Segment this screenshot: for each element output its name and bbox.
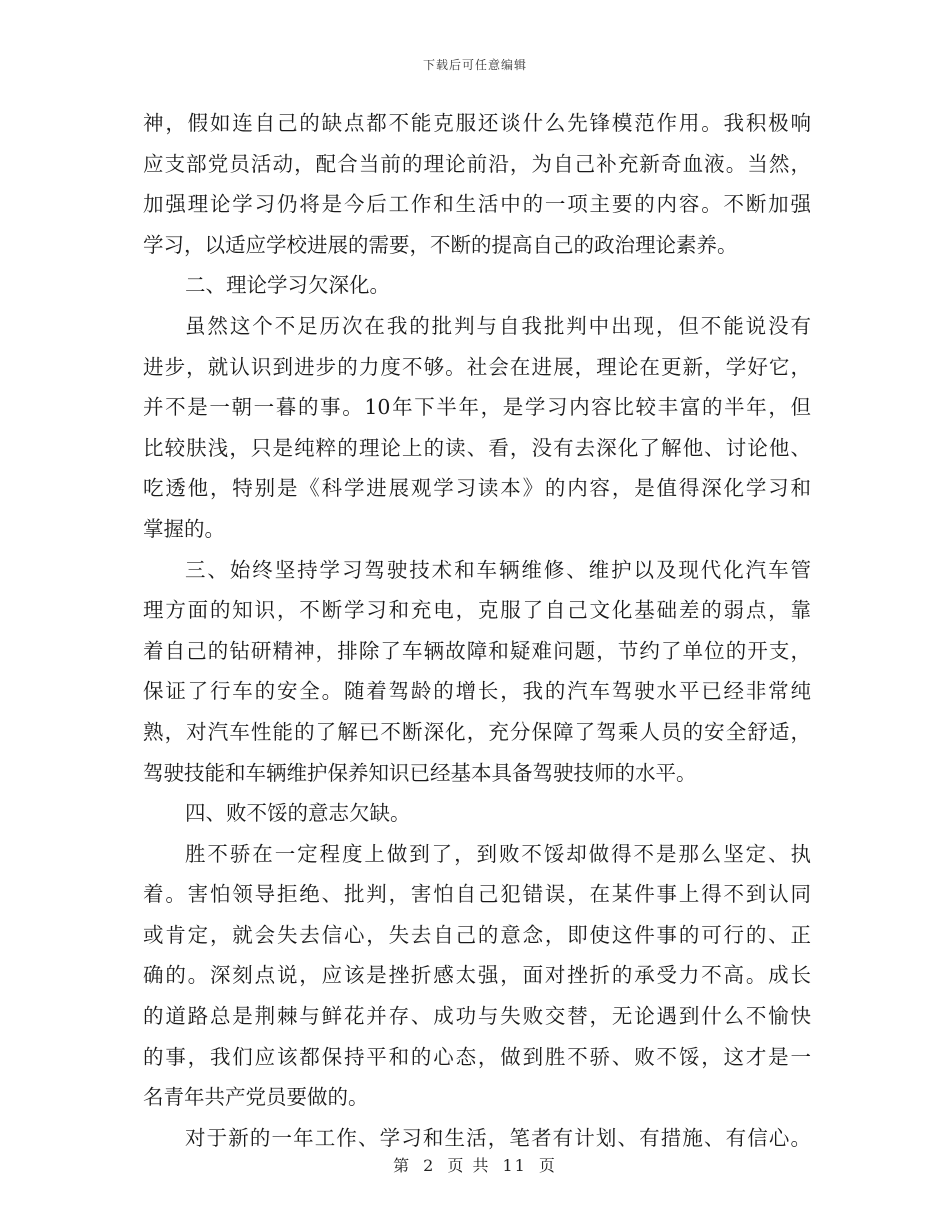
text-line: 着。害怕领导拒绝、批判，害怕自己犯错误，在某件事上得不到认同 bbox=[143, 882, 811, 907]
document-body bbox=[143, 103, 811, 1158]
text-line: 比较肤浅，只是纯粹的理论上的读、看，没有去深化了解他、讨论他、 bbox=[143, 435, 811, 460]
text-line: 的事，我们应该都保持平和的心态，做到胜不骄、败不馁，这才是一 bbox=[143, 1044, 811, 1069]
text-line: 二、理论学习欠深化。 bbox=[185, 273, 390, 298]
text-line: 虽然这个不足历次在我的批判与自我批判中出现，但不能说没有 bbox=[185, 313, 811, 338]
page-number: 2 bbox=[423, 1156, 436, 1175]
text-line: 三、始终坚持学习驾驶技术和车辆维修、维护以及现代化汽车管 bbox=[185, 557, 811, 582]
text-line: 加强理论学习仍将是今后工作和生活中的一项主要的内容。不断加强 bbox=[143, 192, 811, 217]
text-line: 四、败不馁的意志欠缺。 bbox=[185, 801, 411, 826]
text-line: 胜不骄在一定程度上做到了，到败不馁却做得不是那么坚定、执 bbox=[185, 841, 811, 866]
footer-middle: 页 共 bbox=[447, 1156, 491, 1175]
total-pages: 11 bbox=[502, 1156, 527, 1175]
page-footer bbox=[0, 1153, 950, 1176]
text-line: 应支部党员活动，配合当前的理论前沿，为自己补充新奇血液。当然， bbox=[143, 151, 811, 176]
text-line: 或肯定，就会失去信心，失去自己的意念，即使这件事的可行的、正 bbox=[143, 922, 811, 947]
text-line: 对于新的一年工作、学习和生活，笔者有计划、有措施、有信心。 bbox=[185, 1125, 811, 1150]
text-line: 掌握的。 bbox=[143, 516, 225, 541]
text-line: 确的。深刻点说，应该是挫折感太强，面对挫折的承受力不高。成长 bbox=[143, 963, 811, 988]
footer-prefix: 第 bbox=[393, 1156, 412, 1175]
text-line: 吃透他，特别是《科学进展观学习读本》的内容，是值得深化学习和 bbox=[143, 476, 811, 501]
text-line: 熟，对汽车性能的了解已不断深化，充分保障了驾乘人员的安全舒适， bbox=[143, 719, 811, 744]
page-header: 下载后可任意编辑 bbox=[422, 58, 527, 72]
text-line: 驾驶技能和车辆维护保养知识已经基本具备驾驶技师的水平。 bbox=[143, 760, 697, 785]
footer-suffix: 页 bbox=[538, 1156, 557, 1175]
text-line: 学习，以适应学校进展的需要，不断的提高自己的政治理论素养。 bbox=[143, 232, 738, 257]
text-line: 理方面的知识，不断学习和充电，克服了自己文化基础差的弱点，靠 bbox=[143, 598, 811, 623]
text-line: 着自己的钻研精神，排除了车辆故障和疑难问题，节约了单位的开支， bbox=[143, 638, 811, 663]
text-line: 的道路总是荆棘与鲜花并存、成功与失败交替，无论遇到什么不愉快 bbox=[143, 1004, 811, 1029]
text-line: 神，假如连自己的缺点都不能克服还谈什么先锋模范作用。我积极响 bbox=[143, 111, 811, 135]
text-line: 保证了行车的安全。随着驾龄的增长，我的汽车驾驶水平已经非常纯 bbox=[143, 679, 811, 704]
text-line: 并不是一朝一暮的事。10年下半年，是学习内容比较丰富的半年，但 bbox=[143, 395, 811, 420]
text-line: 名青年共产党员要做的。 bbox=[143, 1085, 369, 1110]
text-line: 进步，就认识到进步的力度不够。社会在进展，理论在更新，学好它， bbox=[143, 354, 811, 379]
